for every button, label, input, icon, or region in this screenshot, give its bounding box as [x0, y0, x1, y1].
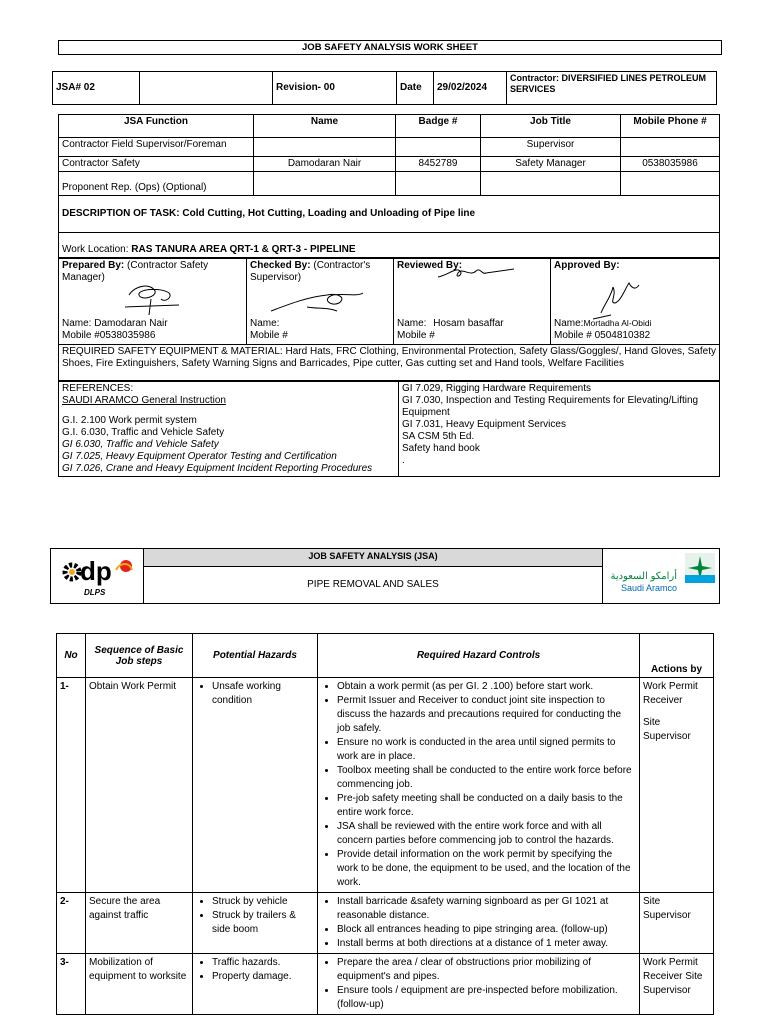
row-no: 3-	[57, 954, 86, 1015]
reference-item: G.I. 6.030, Traffic and Vehicle Safety	[62, 427, 225, 438]
cell-function: Contractor Field Supervisor/Foreman	[59, 138, 254, 157]
references-table	[58, 381, 720, 477]
hazard-table	[56, 633, 714, 1015]
reference-item: GI 7.031, Heavy Equipment Services	[402, 419, 566, 430]
reviewed-label: Reviewed By:	[397, 260, 463, 271]
approved-name-line: Name:Mortadha Al-Obidi	[554, 318, 652, 329]
checked-signature	[267, 283, 377, 319]
checked-name-block	[250, 318, 288, 342]
list-item: • Block all entrances heading to pipe stringing area. (follow-up)	[337, 923, 636, 937]
list-item: • Prepare the area / clear of obstructions prior mobilizing of equipment's and pipes.	[337, 956, 636, 984]
list-item: • Ensure no work is conducted in the area until signed permits to work are in place.	[337, 736, 636, 764]
row-controls	[318, 954, 640, 1015]
svg-text:dp: dp	[80, 556, 112, 586]
contractor-name: Contractor: DIVERSIFIED LINES PETROLEUM SERVICES	[507, 72, 717, 105]
signoff-table	[58, 258, 720, 381]
col-actions: Actions by	[640, 634, 714, 678]
action-item: Work Permit Receiver	[643, 681, 698, 706]
checked-name: Name:	[250, 318, 280, 329]
reference-item: G.I. 2.100 Work permit system	[62, 415, 197, 426]
row-step: Obtain Work Permit	[86, 678, 193, 893]
list-item: • Permit Issuer and Receiver to conduct joint site inspection to discuss the hazards and precautions required for conducting the job safely.	[337, 694, 636, 736]
work-location-label: Work Location:	[62, 244, 129, 255]
row-step: Mobilization of equipment to worksite	[86, 954, 193, 1015]
list-item: • Property damage.	[212, 970, 314, 984]
personnel-table	[58, 114, 720, 258]
references-left	[59, 382, 399, 477]
reviewed-name-block	[397, 318, 504, 342]
row-hazards	[193, 954, 318, 1015]
checked-by-cell	[247, 259, 394, 345]
reviewed-name: Hosam basaffar	[433, 318, 504, 329]
reference-item: .	[402, 455, 405, 466]
list-item: • Install berms at both directions at a distance of 1 meter away.	[337, 937, 636, 951]
table-row	[57, 954, 714, 1015]
prepared-role: (Contractor Safety Manager)	[62, 260, 209, 283]
date-label: Date	[397, 72, 434, 105]
jsa-banner-title: JOB SAFETY ANALYSIS (JSA)	[144, 549, 603, 567]
list-item: • Toolbox meeting shall be conducted to the entire work force before commencing job.	[337, 764, 636, 792]
revision: Revision- 00	[273, 72, 397, 105]
approved-name: Mortadha Al-Obidi	[583, 318, 652, 328]
col-name: Name	[254, 115, 396, 138]
work-location-value: RAS TANURA AREA QRT-1 & QRT-3 - PIPELINE	[131, 244, 356, 255]
date-value: 29/02/2024	[434, 72, 507, 105]
cell-mobile: 0538035986	[621, 157, 720, 172]
cell-title	[481, 172, 621, 196]
prepared-mobile: Mobile #0538035986	[62, 330, 156, 341]
prepared-label: Prepared By:	[62, 260, 125, 271]
reference-item: GI 6.030, Traffic and Vehicle Safety	[62, 439, 219, 450]
row-hazards	[193, 678, 318, 893]
action-item: Site Supervisor	[643, 896, 691, 921]
col-job-title: Job Title	[481, 115, 621, 138]
prepared-name: Name: Damodaran Nair	[62, 318, 168, 329]
aramco-star-icon	[685, 553, 715, 583]
cell-mobile	[621, 172, 720, 196]
references-subheading: SAUDI ARAMCO General Instruction	[62, 395, 226, 406]
table-row	[57, 893, 714, 954]
cell-badge	[396, 138, 481, 157]
cell-function: Contractor Safety	[59, 157, 254, 172]
action-item: Work Permit Receiver Site Supervisor	[643, 957, 703, 996]
jsa-number: JSA# 02	[53, 72, 140, 105]
required-equipment: REQUIRED SAFETY EQUIPMENT & MATERIAL: Hard Hats, FRC Clothing, Environmental Protection, Safety Glass/Goggles/, Hand Gloves, Safety Shoes, Fire Extinguishers, Safety Warning Signs and Barricades, Pipe cutter, Gas cutting set and Hand tools, Welfare Facilities	[59, 345, 720, 381]
aramco-arabic: أرامكو السعودية	[610, 571, 677, 582]
list-item: • JSA shall be reviewed with the entire work force and with all concern parties before commencing job to control the hazards.	[337, 820, 636, 848]
cell-name	[254, 138, 396, 157]
cell-name: Damodaran Nair	[254, 157, 396, 172]
table-row	[57, 678, 714, 893]
reference-item: GI 7.030, Inspection and Testing Requirements for Elevating/Lifting Equipment	[402, 395, 699, 418]
task-description: DESCRIPTION OF TASK: Cold Cutting, Hot Cutting, Loading and Unloading of Pipe line	[59, 196, 720, 233]
reference-item: Safety hand book	[402, 443, 480, 454]
references-heading: REFERENCES:	[62, 383, 134, 394]
prepared-by-cell	[59, 259, 247, 345]
checked-mobile: Mobile #	[250, 330, 288, 341]
jsa-header-table	[52, 71, 717, 105]
prepared-signature	[121, 277, 186, 317]
cell-badge: 8452789	[396, 157, 481, 172]
action-item: Site Supervisor	[643, 717, 691, 742]
work-location	[59, 233, 720, 258]
reviewed-name-line: Name: Hosam basaffar	[397, 318, 504, 329]
approved-signature	[591, 273, 651, 323]
aramco-english: Saudi Aramco	[620, 583, 677, 593]
checked-label: Checked By:	[250, 260, 311, 271]
list-item: • Provide detail information on the work permit by specifying the work to be done, the equipment to be used, and the location of the work.	[337, 848, 636, 890]
approved-name-block	[554, 317, 652, 342]
reference-item: GI 7.025, Heavy Equipment Operator Testing and Certification	[62, 451, 337, 462]
dlps-logo	[51, 549, 144, 604]
col-hazards: Potential Hazards	[193, 634, 318, 678]
checked-role: (Contractor's Supervisor)	[250, 260, 371, 283]
approved-mobile: Mobile # 0504810382	[554, 330, 651, 341]
dlps-logo-icon	[54, 550, 138, 598]
row-no: 1-	[57, 678, 86, 893]
list-item: • Ensure tools / equipment are pre-inspected before mobilization. (follow-up)	[337, 984, 636, 1012]
col-jsa-function: JSA Function	[59, 115, 254, 138]
list-item: • Struck by trailers & side boom	[212, 909, 314, 937]
references-right	[399, 382, 720, 477]
svg-text:DLPS: DLPS	[84, 588, 106, 597]
approved-by-cell	[551, 259, 720, 345]
list-item: • Install barricade &safety warning signboard as per GI 1021 at reasonable distance.	[337, 895, 636, 923]
row-hazards	[193, 893, 318, 954]
col-mobile: Mobile Phone #	[621, 115, 720, 138]
reference-item: GI 7.026, Crane and Heavy Equipment Incident Reporting Procedures	[62, 463, 373, 474]
reviewed-mobile: Mobile #	[397, 330, 435, 341]
list-item: • Struck by vehicle	[212, 895, 314, 909]
blank-cell	[140, 72, 273, 105]
aramco-logo	[603, 549, 720, 604]
row-controls	[318, 678, 640, 893]
cell-title: Supervisor	[481, 138, 621, 157]
row-actions	[640, 954, 714, 1015]
table-row	[59, 172, 720, 196]
cell-mobile	[621, 138, 720, 157]
list-item: • Unsafe working condition	[212, 680, 314, 708]
list-item: • Pre-job safety meeting shall be conducted on a daily basis to the entire work force.	[337, 792, 636, 820]
reference-item: GI 7.029, Rigging Hardware Requirements	[402, 383, 591, 394]
reviewed-signature	[436, 261, 516, 285]
col-controls: Required Hazard Controls	[318, 634, 640, 678]
row-no: 2-	[57, 893, 86, 954]
cell-title: Safety Manager	[481, 157, 621, 172]
worksheet-title: JOB SAFETY ANALYSIS WORK SHEET	[58, 40, 722, 55]
list-item: • Obtain a work permit (as per GI. 2 .100) before start work.	[337, 680, 636, 694]
cell-badge	[396, 172, 481, 196]
row-step: Secure the area against traffic	[86, 893, 193, 954]
list-item: • Traffic hazards.	[212, 956, 314, 970]
approved-label: Approved By:	[554, 260, 620, 271]
cell-name	[254, 172, 396, 196]
prepared-name-block	[62, 318, 168, 342]
table-row	[59, 138, 720, 157]
cell-function: Proponent Rep. (Ops) (Optional)	[59, 172, 254, 196]
row-actions	[640, 678, 714, 893]
row-controls	[318, 893, 640, 954]
reviewed-by-cell	[394, 259, 551, 345]
jsa-banner	[50, 548, 720, 604]
table-row	[59, 157, 720, 172]
col-badge: Badge #	[396, 115, 481, 138]
row-actions	[640, 893, 714, 954]
col-no: No	[57, 634, 86, 678]
jsa-banner-subtitle: PIPE REMOVAL AND SALES	[144, 566, 603, 603]
col-steps: Sequence of Basic Job steps	[86, 634, 193, 678]
reference-item: SA CSM 5th Ed.	[402, 431, 475, 442]
